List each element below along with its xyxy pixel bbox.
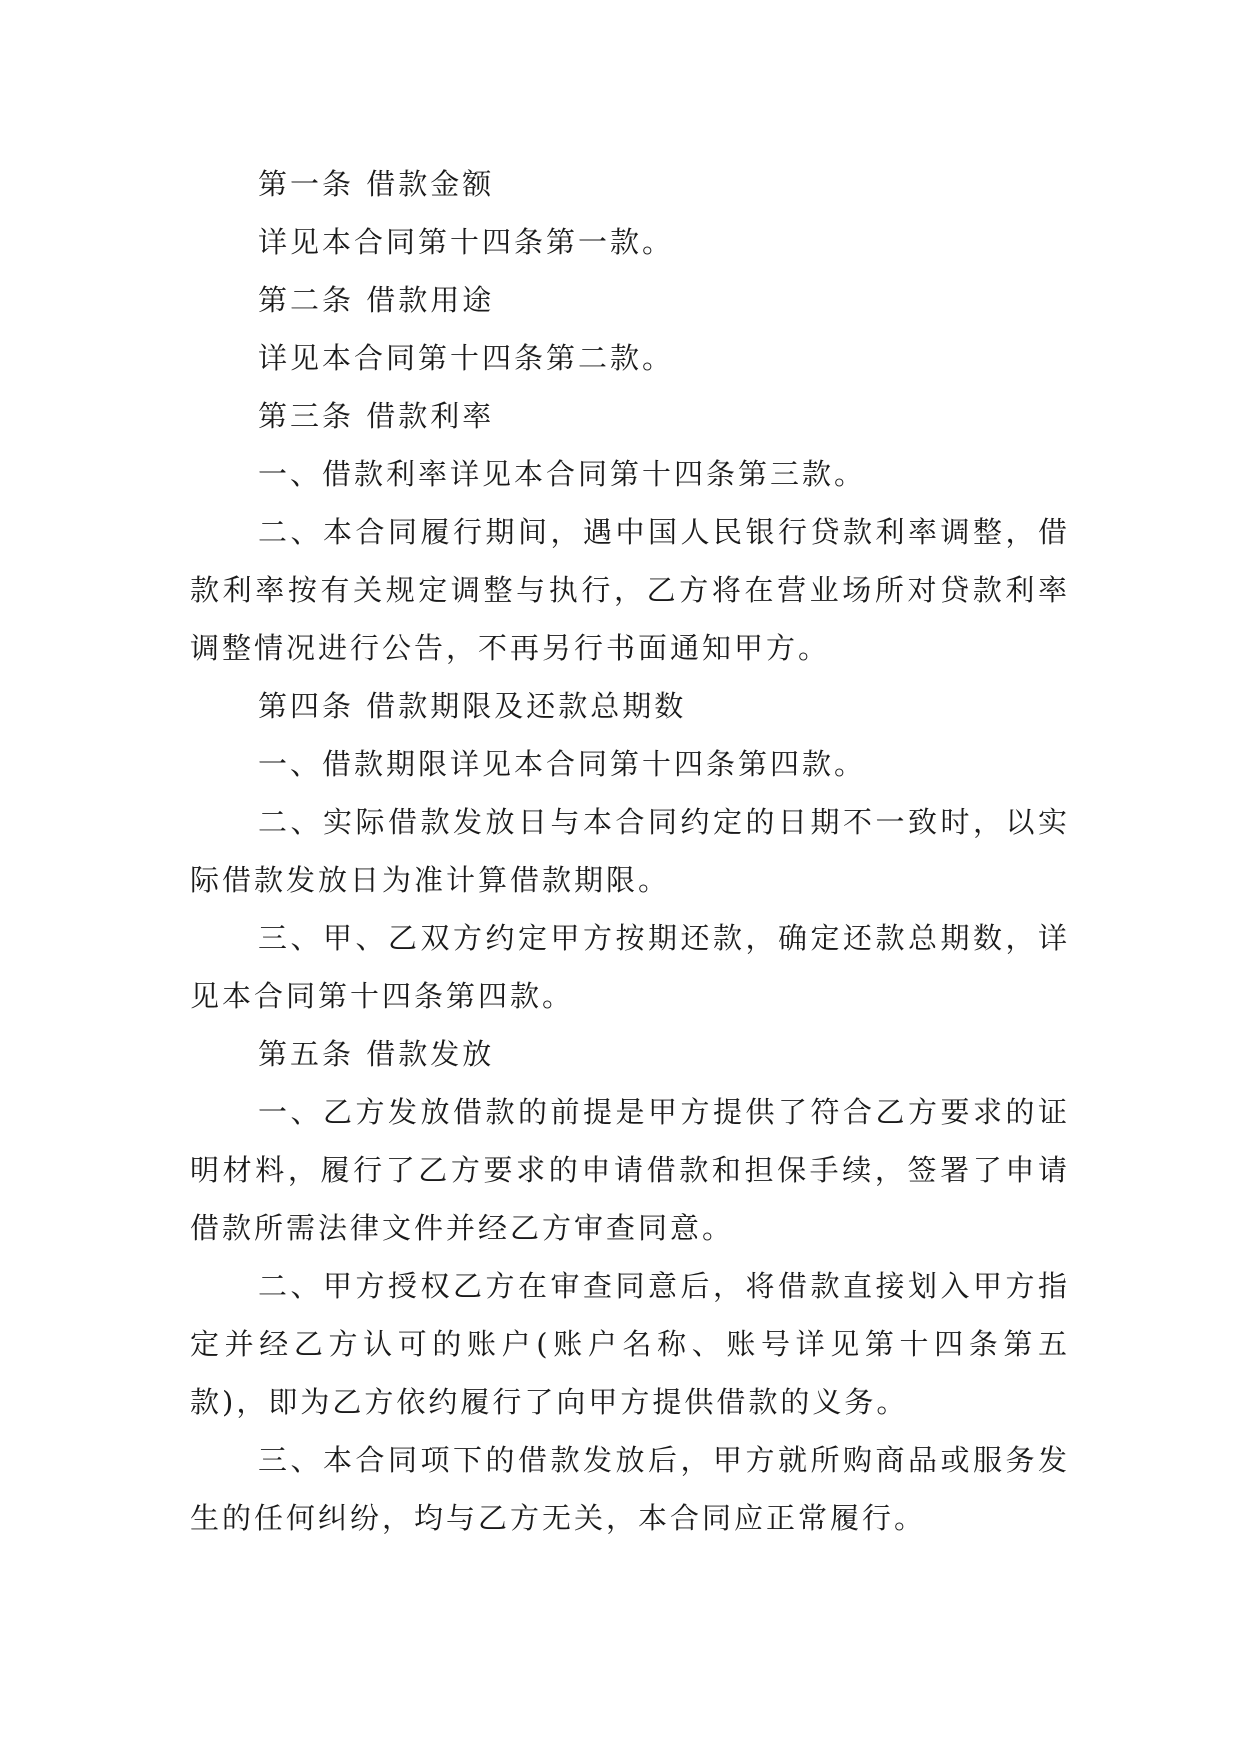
- article-2-heading: 第二条 借款用途: [258, 283, 495, 317]
- article-1-text: 详见本合同第十四条第一款。: [258, 225, 675, 259]
- article-4-heading: 第四条 借款期限及还款总期数: [258, 689, 687, 723]
- article-2-text: 详见本合同第十四条第二款。: [258, 341, 675, 375]
- article-3-clause-2: 二、本合同履行期间，遇中国人民银行贷款利率调整，借款利率按有关规定调整与执行，乙方将在营业场所对贷款利率调整情况进行公告，不再另行书面通知甲方。: [190, 515, 1070, 665]
- article-5-clause-1: 一、乙方发放借款的前提是甲方提供了符合乙方要求的证明材料，履行了乙方要求的申请借款和担保手续，签署了申请借款所需法律文件并经乙方审查同意。: [190, 1095, 1070, 1245]
- article-1-heading: 第一条 借款金额: [258, 167, 495, 201]
- document-body: [190, 155, 1070, 1547]
- article-5-clause-2: 二、甲方授权乙方在审查同意后，将借款直接划入甲方指定并经乙方认可的账户(账户名称、账号详见第十四条第五款)，即为乙方依约履行了向甲方提供借款的义务。: [190, 1269, 1070, 1419]
- article-3-heading: 第三条 借款利率: [258, 399, 495, 433]
- article-3-clause-1: 一、借款利率详见本合同第十四条第三款。: [258, 457, 867, 491]
- article-5-heading: 第五条 借款发放: [258, 1037, 495, 1071]
- article-5-clause-3: 三、本合同项下的借款发放后，甲方就所购商品或服务发生的任何纠纷，均与乙方无关，本合同应正常履行。: [190, 1443, 1070, 1535]
- article-4-clause-3: 三、甲、乙双方约定甲方按期还款，确定还款总期数，详见本合同第十四条第四款。: [190, 921, 1070, 1013]
- article-4-clause-1: 一、借款期限详见本合同第十四条第四款。: [258, 747, 867, 781]
- article-4-clause-2: 二、实际借款发放日与本合同约定的日期不一致时，以实际借款发放日为准计算借款期限。: [190, 805, 1070, 897]
